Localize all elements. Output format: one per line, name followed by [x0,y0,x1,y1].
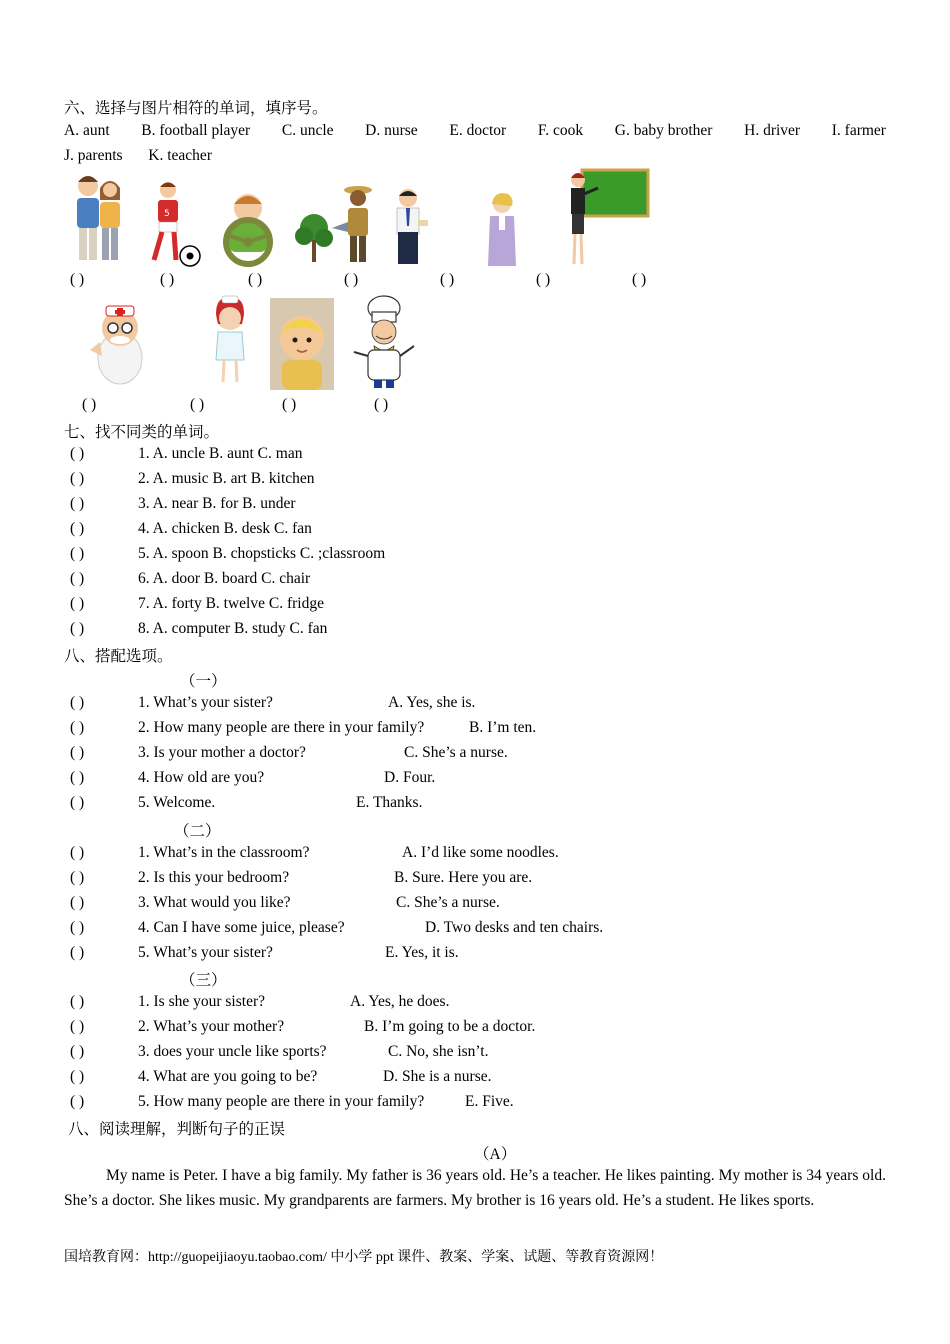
answer-option: A. Yes, he does. [350,993,450,1010]
answer-blank[interactable]: ( ) [344,271,359,288]
answer-blank[interactable]: ( ) [70,944,85,961]
list-item: ( ) 5. A. spoon B. chopsticks C. ;classroom [70,545,386,562]
answer-option: D. Four. [384,769,436,786]
reading-section-title: 八、阅读理解，判断句子的正误 [68,1121,286,1138]
answer-blank[interactable]: ( ) [70,1068,85,1085]
answer-option: B. I’m ten. [469,719,537,736]
match-row [70,1068,317,1086]
option-k: K. teacher [148,147,212,164]
doctor-picture [84,300,154,388]
option-a: A. aunt [64,122,110,139]
waiter-uncle-picture [388,186,434,268]
question: 1. What’s your sister? [138,694,273,711]
answer-blank[interactable]: ( ) [70,869,85,886]
answer-option: C. No, she isn’t. [388,1043,489,1060]
match-row [70,769,264,787]
answer-blank[interactable]: ( ) [70,495,85,512]
answer-blank[interactable]: ( ) [70,570,85,587]
parents-picture [64,170,134,265]
answer-blank[interactable]: ( ) [70,744,85,761]
option-g: G. baby brother [614,122,713,139]
svg-text:5: 5 [164,209,170,219]
section-6-title: 六、选择与图片相符的单词，填序号。 [64,100,328,117]
match-row [70,894,291,912]
answer-option: A. I’d like some noodles. [402,844,559,861]
answer-blank[interactable]: ( ) [70,445,85,462]
answer-blank[interactable]: ( ) [70,719,85,736]
football-player-picture [140,178,204,268]
match-row [70,744,306,762]
question: 5. Welcome. [138,794,216,811]
list-item: ( ) 3. A. near B. for B. under [70,495,296,512]
answer-blank[interactable]: ( ) [70,545,85,562]
answer-blank[interactable]: ( ) [70,470,85,487]
farmer-picture [292,182,382,268]
match-row [70,869,289,887]
match-row [70,993,265,1011]
option-j: J. parents [64,147,123,164]
answer-blank[interactable]: ( ) [70,271,85,288]
answer-blank[interactable]: ( ) [70,520,85,537]
question: 3. What would you like? [138,894,291,911]
match-row [70,1018,284,1036]
reading-passage: My name is Peter. I have a big family. My father is 36 years old. He’s a teacher. He likes painting. My mother is 34 years old. She’s a doctor. She likes music. My grandparents are farmers. My brother is 16 years old. He’s a student. He likes sports. [64,1167,886,1209]
question: 1. What’s in the classroom? [138,844,310,861]
option-d: D. nurse [365,122,418,139]
list-item: ( ) 6. A. door B. board C. chair [70,570,311,587]
answer-blank[interactable]: ( ) [70,769,85,786]
answer-blank[interactable]: ( ) [70,919,85,936]
question: 2. How many people are there in your family? [138,719,425,736]
question: 2. Is this your bedroom? [138,869,290,886]
answer-blank[interactable]: ( ) [70,694,85,711]
answer-option: E. Thanks. [356,794,423,811]
answer-option: D. She is a nurse. [383,1068,492,1085]
match-row [70,794,215,812]
question: 3. Is your mother a doctor? [138,744,306,761]
answer-blank[interactable]: ( ) [70,620,85,637]
answer-option: E. Yes, it is. [385,944,459,961]
answer-blank[interactable]: ( ) [70,894,85,911]
option-c: C. uncle [281,122,334,139]
list-item: ( ) 8. A. computer B. study C. fan [70,620,328,637]
answer-blank[interactable]: ( ) [70,993,85,1010]
answer-blank[interactable]: ( ) [70,794,85,811]
answer-option: A. Yes, she is. [388,694,476,711]
passage-heading: （A） [474,1146,517,1163]
question: 3. does your uncle like sports? [138,1043,327,1060]
question: 4. What are you going to be? [138,1068,318,1085]
aunt-picture [482,190,522,268]
question: 5. What’s your sister? [138,944,273,961]
answer-option: C. She’s a nurse. [396,894,500,911]
option-h: H. driver [744,122,801,139]
section-8-title: 八、搭配选项。 [64,648,173,665]
answer-option: C. She’s a nurse. [404,744,508,761]
nurse-picture [206,294,254,388]
match-row [70,919,345,937]
list-item: ( ) 7. A. forty B. twelve C. fridge [70,595,324,612]
answer-blank[interactable]: ( ) [632,271,647,288]
question: 1. Is she your sister? [138,993,265,1010]
answer-blank[interactable]: ( ) [70,1093,85,1110]
group-heading: （二） [174,823,221,840]
answer-blank[interactable]: ( ) [70,1018,85,1035]
option-f: F. cook [537,122,584,139]
option-e: E. doctor [449,122,507,139]
driver-picture [210,188,286,268]
page-footer: 国培教育网：http://guopeijiaoyu.taobao.com/ 中小学 ppt 课件、教案、学案、试题、等教育资源网！ [64,1250,664,1265]
answer-option: E. Five. [465,1093,514,1110]
answer-blank[interactable]: ( ) [248,271,263,288]
match-row [70,844,309,862]
answer-blank[interactable]: ( ) [70,1043,85,1060]
group-heading: （一） [180,673,227,690]
options-row-2 [64,147,212,165]
option-i: I. farmer [831,122,886,139]
match-row [70,944,273,962]
list-item: ( ) 2. A. music B. art B. kitchen [70,470,315,487]
question: 4. How old are you? [138,769,265,786]
baby-picture [270,298,334,390]
answer-blank[interactable]: ( ) [536,271,551,288]
group-heading: （三） [180,972,227,989]
answer-option: D. Two desks and ten chairs. [425,919,604,936]
section-7-title: 七、找不同类的单词。 [64,424,220,441]
answer-blank[interactable]: ( ) [282,396,297,413]
match-row [70,719,424,737]
answer-blank[interactable]: ( ) [440,271,455,288]
cook-picture [346,294,420,390]
question: 4. Can I have some juice, please? [138,919,345,936]
options-row-1 [64,122,886,140]
answer-blank[interactable]: ( ) [70,844,85,861]
answer-blank[interactable]: ( ) [82,396,97,413]
match-row [70,1043,327,1061]
answer-blank[interactable]: ( ) [190,396,205,413]
answer-option: B. I’m going to be a doctor. [364,1018,536,1035]
match-row [70,1093,424,1111]
teacher-picture [566,168,652,268]
option-b: B. football player [141,122,251,139]
list-item: ( ) 1. A. uncle B. aunt C. man [70,445,303,462]
match-row [70,694,273,712]
list-item: ( ) 4. A. chicken B. desk C. fan [70,520,312,537]
answer-blank[interactable]: ( ) [374,396,389,413]
answer-blank[interactable]: ( ) [70,595,85,612]
question: 5. How many people are there in your family? [138,1093,425,1110]
question: 2. What’s your mother? [138,1018,285,1035]
answer-option: B. Sure. Here you are. [394,869,533,886]
answer-blank[interactable]: ( ) [160,271,175,288]
